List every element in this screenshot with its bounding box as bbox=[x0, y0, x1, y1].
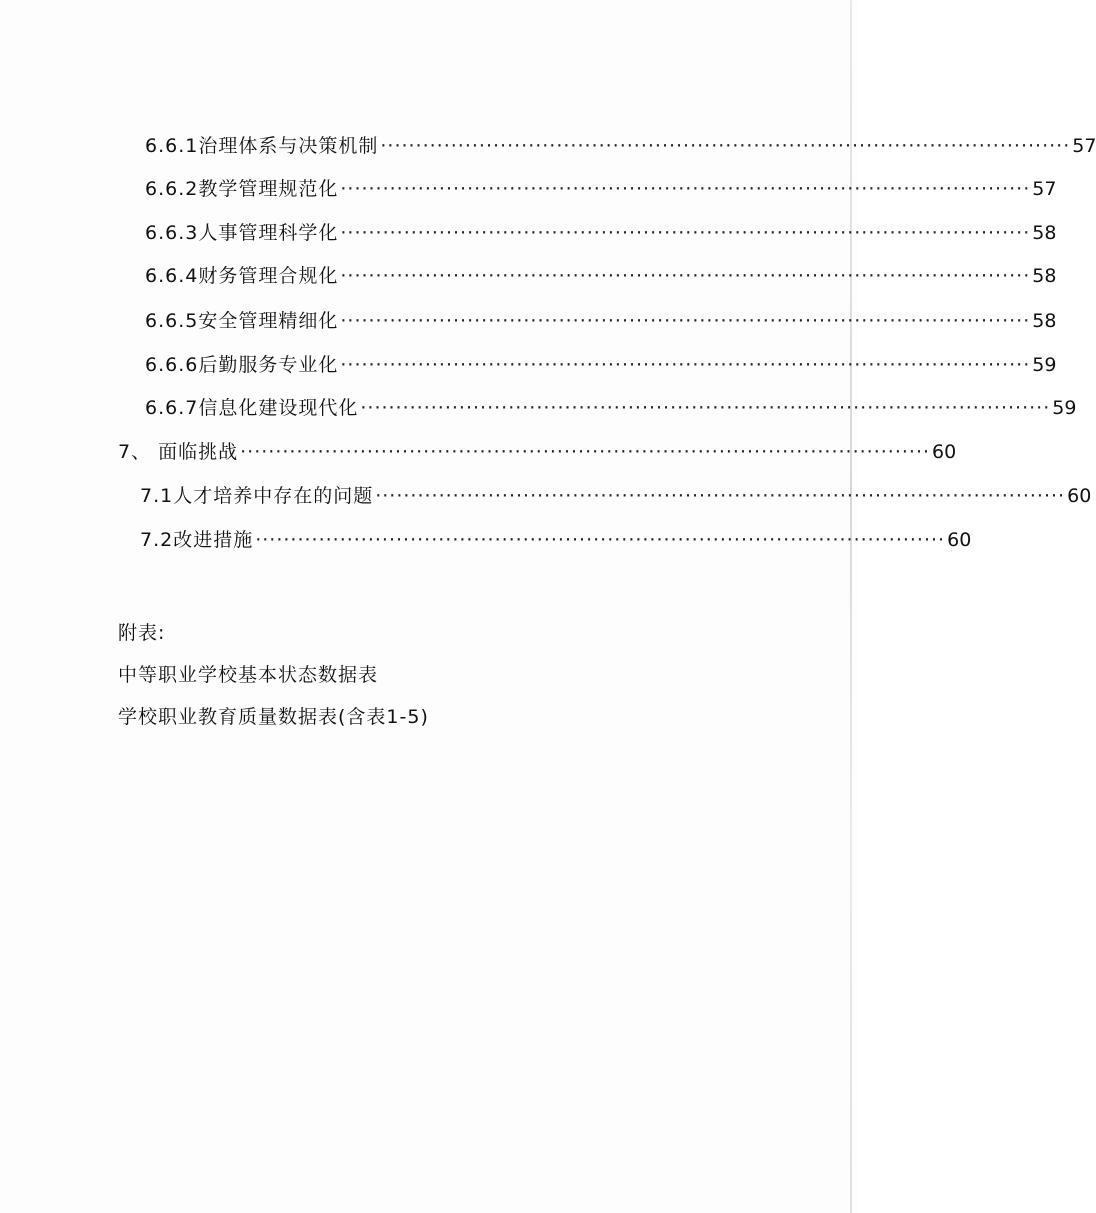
toc-entry-label: 7、 面临挑战 bbox=[118, 441, 239, 463]
toc-page-number: 58 bbox=[1032, 265, 1057, 287]
toc-page-number: 58 bbox=[1032, 222, 1057, 244]
toc-page-number: 57 bbox=[1032, 178, 1057, 200]
toc-leader-dots: ·································································································· bbox=[340, 222, 1031, 244]
toc-leader-dots: ·································································································· bbox=[340, 310, 1031, 332]
toc-entry-label: 6.6.7信息化建设现代化 bbox=[145, 397, 359, 419]
toc-entry-label: 7.2改进措施 bbox=[140, 529, 254, 551]
toc-entry-6-6-6[interactable] bbox=[145, 350, 1057, 380]
toc-leader-dots: ·································································································· bbox=[360, 397, 1051, 419]
appendix-item: 中等职业学校基本状态数据表 bbox=[118, 664, 379, 686]
toc-page-number: 58 bbox=[1032, 310, 1057, 332]
toc-entry-label: 6.6.6后勤服务专业化 bbox=[145, 354, 339, 376]
toc-entry-label: 6.6.1治理体系与决策机制 bbox=[145, 135, 379, 157]
toc-entry-7[interactable] bbox=[118, 437, 957, 467]
toc-page-number: 60 bbox=[1067, 485, 1092, 507]
toc-page-number: 60 bbox=[932, 441, 957, 463]
toc-page-number: 59 bbox=[1032, 354, 1057, 376]
toc-leader-dots: ·································································································· bbox=[340, 354, 1031, 376]
toc-leader-dots: ·································································································· bbox=[380, 135, 1071, 157]
appendix-item: 学校职业教育质量数据表(含表1-5) bbox=[118, 706, 429, 728]
toc-leader-dots: ·································································································· bbox=[240, 441, 931, 463]
toc-entry-6-6-3[interactable] bbox=[145, 218, 1057, 248]
toc-page-number: 60 bbox=[947, 529, 972, 551]
toc-leader-dots: ·································································································· bbox=[375, 485, 1066, 507]
toc-entry-6-6-4[interactable] bbox=[145, 261, 1057, 291]
toc-entry-label: 6.6.4财务管理合规化 bbox=[145, 265, 339, 287]
toc-entry-6-6-7[interactable] bbox=[145, 393, 1077, 423]
toc-entry-label: 6.6.2教学管理规范化 bbox=[145, 178, 339, 200]
toc-entry-label: 7.1人才培养中存在的问题 bbox=[140, 485, 374, 507]
toc-entry-6-6-5[interactable] bbox=[145, 306, 1057, 336]
toc-entry-6-6-2[interactable] bbox=[145, 174, 1057, 204]
toc-leader-dots: ·································································································· bbox=[255, 529, 946, 551]
toc-entry-7-2[interactable] bbox=[140, 525, 972, 555]
toc-page-number: 59 bbox=[1052, 397, 1077, 419]
toc-leader-dots: ·································································································· bbox=[340, 265, 1031, 287]
toc-leader-dots: ·································································································· bbox=[340, 178, 1031, 200]
toc-entry-6-6-1[interactable] bbox=[145, 131, 1096, 161]
toc-entry-label: 6.6.5安全管理精细化 bbox=[145, 310, 339, 332]
toc-page-number: 57 bbox=[1072, 135, 1096, 157]
toc-entry-label: 6.6.3人事管理科学化 bbox=[145, 222, 339, 244]
appendix-heading: 附表: bbox=[118, 622, 166, 644]
toc-entry-7-1[interactable] bbox=[140, 481, 1092, 511]
